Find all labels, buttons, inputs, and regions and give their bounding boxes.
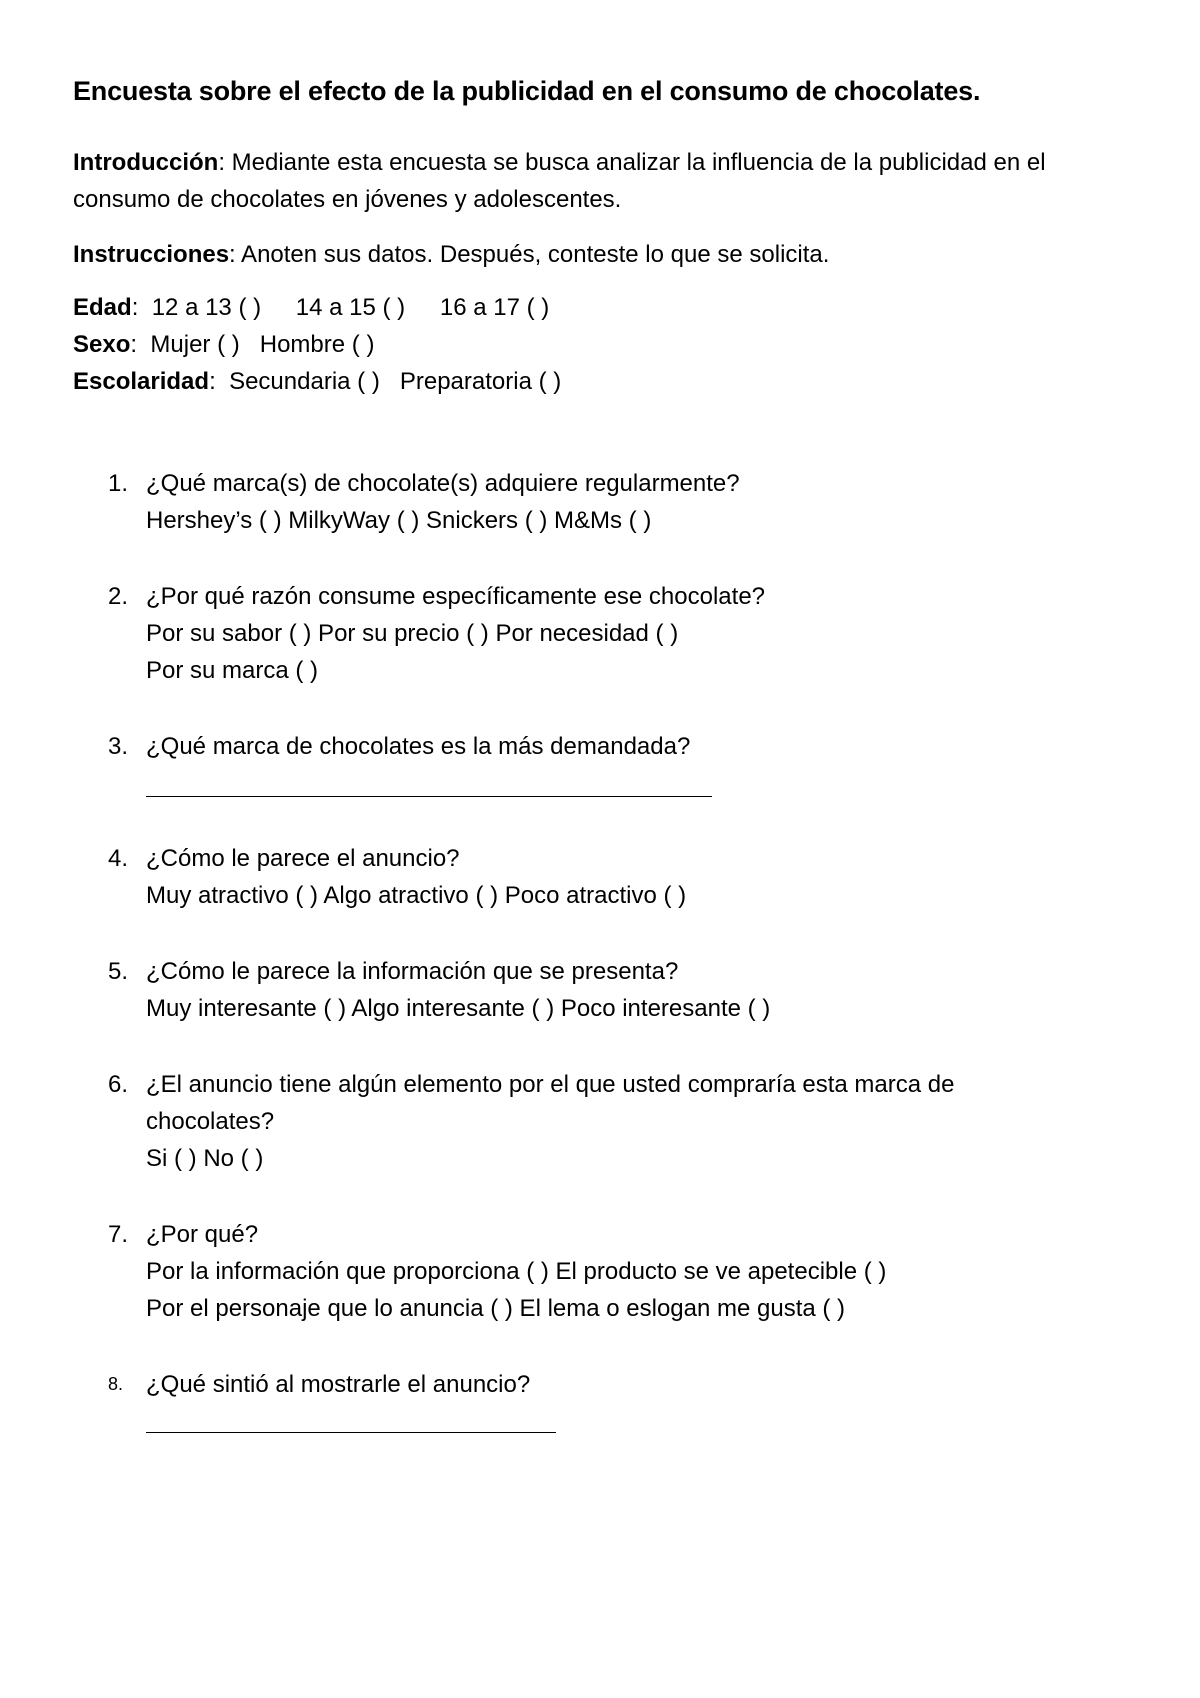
question-8-number: 8. [108,1374,124,1394]
edad-option-14-15[interactable]: 14 a 15 ( ) [295,294,406,321]
question-6-options[interactable]: Si ( ) No ( ) [146,1145,264,1172]
sexo-option-hombre[interactable]: Hombre ( ) [259,331,375,358]
introduction-text: : Mediante esta encuesta se busca analizar la influencia de la publicidad en el consumo de chocolates en jóvenes y adolescentes. [73,149,1046,213]
edad-field: Edad: 12 a 13 ( ) 14 a 15 ( ) 16 a 17 ( ) [73,294,550,321]
question-2-options-line-2[interactable]: Por su marca ( ) [146,657,319,684]
escolaridad-option-secundaria[interactable]: Secundaria ( ) [229,368,380,395]
question-2-options-line-1[interactable]: Por su sabor ( ) Por su precio ( ) Por necesidad ( ) [146,620,679,647]
page-title: Encuesta sobre el efecto de la publicidad en el consumo de chocolates. [73,76,981,106]
escolaridad-field: Escolaridad: Secundaria ( ) Preparatoria ( ) [73,368,562,395]
question-3-answer-line[interactable] [146,796,712,797]
edad-option-12-13[interactable]: 12 a 13 ( ) [151,294,262,321]
question-4-text: ¿Cómo le parece el anuncio? [146,845,460,872]
question-5-number: 5. [108,958,129,985]
question-8-text: ¿Qué sintió al mostrarle el anuncio? [146,1371,531,1398]
question-5-options[interactable]: Muy interesante ( ) Algo interesante ( ) Poco interesante ( ) [146,995,771,1022]
introduction-paragraph [73,144,1133,218]
question-7-number: 7. [108,1221,129,1248]
escolaridad-label: Escolaridad [73,368,210,395]
question-3-number: 3. [108,733,129,760]
question-1-text: ¿Qué marca(s) de chocolate(s) adquiere regularmente? [146,470,740,497]
question-7-text: ¿Por qué? [146,1221,259,1248]
escolaridad-option-preparatoria[interactable]: Preparatoria ( ) [399,368,562,395]
instructions-paragraph [73,236,1133,273]
question-6-number: 6. [108,1071,129,1098]
question-4-options[interactable]: Muy atractivo ( ) Algo atractivo ( ) Poco atractivo ( ) [146,882,687,909]
question-4-number: 4. [108,845,129,872]
sexo-field: Sexo: Mujer ( ) Hombre ( ) [73,331,375,358]
question-2-number: 2. [108,583,129,610]
sexo-option-mujer[interactable]: Mujer ( ) [150,331,240,358]
question-6-text: ¿El anuncio tiene algún elemento por el que usted compraría esta marca de chocolates? [146,1071,955,1135]
edad-option-16-17[interactable]: 16 a 17 ( ) [439,294,550,321]
question-1-options[interactable]: Hershey’s ( ) MilkyWay ( ) Snickers ( ) M&Ms ( ) [146,507,652,534]
edad-label: Edad [73,294,132,321]
question-1-number: 1. [108,470,129,497]
question-7-options-line-1[interactable]: Por la información que proporciona ( ) El producto se ve apetecible ( ) [146,1258,887,1285]
sexo-label: Sexo [73,331,131,358]
introduction-label: Introducción [73,149,219,176]
question-5-text: ¿Cómo le parece la información que se presenta? [146,958,679,985]
question-7-options-line-2[interactable]: Por el personaje que lo anuncia ( ) El lema o eslogan me gusta ( ) [146,1295,846,1322]
question-2-text: ¿Por qué razón consume específicamente ese chocolate? [146,583,766,610]
instructions-text: : Anoten sus datos. Después, conteste lo que se solicita. [229,241,830,268]
question-3-text: ¿Qué marca de chocolates es la más demandada? [146,733,691,760]
instructions-label: Instrucciones [73,241,230,268]
question-8-answer-line[interactable] [146,1432,556,1433]
